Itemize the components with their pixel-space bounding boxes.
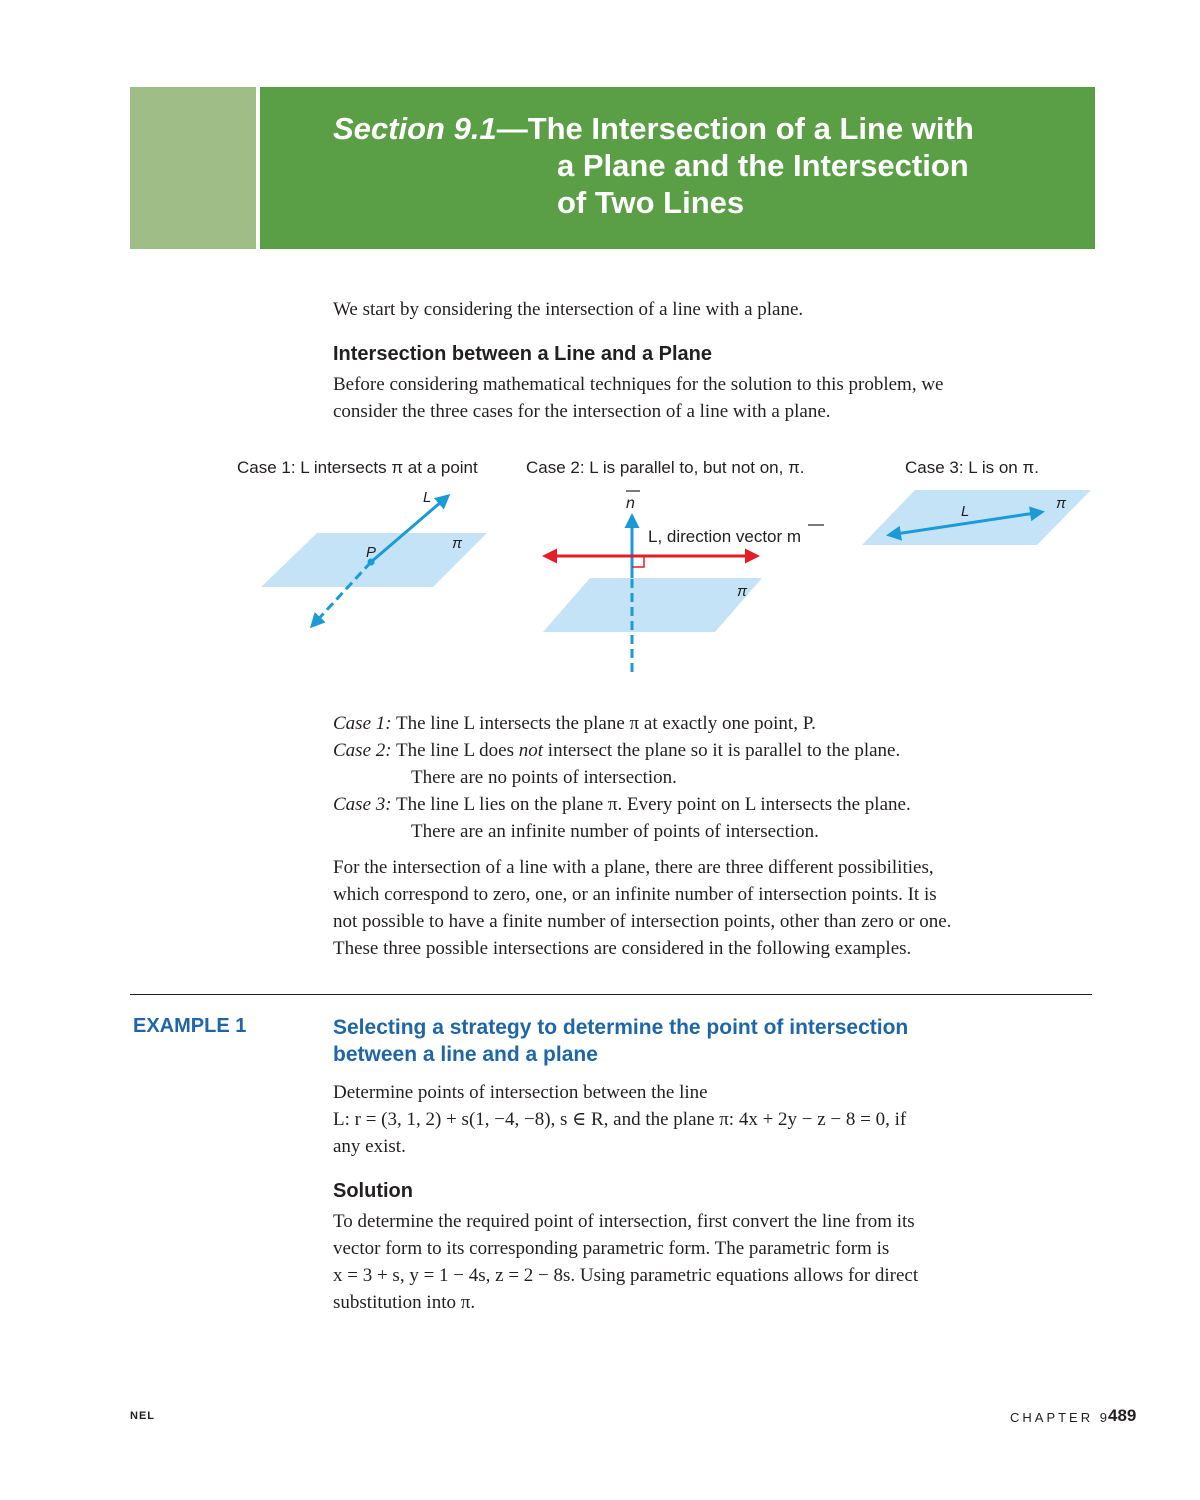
- case2-caption: Case 2: L is parallel to, but not on, π.: [526, 458, 805, 477]
- solution-line2: vector form to its corresponding parametric form. The parametric form is: [333, 1238, 890, 1259]
- case2-not: not: [518, 740, 544, 761]
- case3-continuation: There are an infinite number of points of intersection.: [411, 821, 819, 842]
- solution-heading: Solution: [333, 1180, 413, 1202]
- case2-label-n: n: [626, 495, 635, 512]
- example-title-line2: between a line and a plane: [333, 1043, 598, 1066]
- case-figures: [0, 0, 1200, 700]
- case1-label-l: L: [423, 489, 432, 506]
- case1-caption: Case 1: L intersects π at a point: [237, 458, 478, 477]
- footer-chapter: CHAPTER 9: [1010, 1410, 1110, 1425]
- case1-label-p: P: [366, 544, 377, 561]
- section-label: Section 9.1: [333, 111, 497, 146]
- case1-text: The line L intersects the plane π at exactly one point, P.: [396, 713, 816, 734]
- case3-text: The line L lies on the plane π. Every point on L intersects the plane.: [396, 794, 911, 815]
- case1-label-pi: π: [452, 535, 463, 552]
- summary-line3: not possible to have a finite number of intersection points, other than zero or one.: [333, 911, 952, 932]
- case2-label-direction: L, direction vector m: [648, 527, 802, 546]
- footer-publisher: NEL: [130, 1410, 155, 1422]
- case3-label-l: L: [961, 503, 970, 520]
- case1-label: Case 1:: [333, 713, 392, 734]
- case2-continuation: There are no points of intersection.: [411, 767, 677, 788]
- example-task-line2: L: r = (3, 1, 2) + s(1, −4, −8), s ∈ R, and the plane π: 4x + 2y − z − 8 = 0, if: [333, 1109, 907, 1130]
- solution-line1: To determine the required point of intersection, first convert the line from its: [333, 1211, 915, 1232]
- case2-text-b: intersect the plane so it is parallel to the plane.: [543, 740, 901, 761]
- case3-description: [333, 794, 911, 816]
- page-number: 489: [1108, 1406, 1137, 1425]
- subsection-heading: Intersection between a Line and a Plane: [333, 343, 712, 365]
- case2-plane: [543, 578, 762, 632]
- example-task-line1: Determine points of intersection between the line: [333, 1082, 708, 1103]
- summary-line4: These three possible intersections are considered in the following examples.: [333, 938, 912, 959]
- case2-description: [333, 740, 900, 762]
- intro-paragraph: We start by considering the intersection of a line with a plane.: [333, 299, 804, 320]
- case3-caption: Case 3: L is on π.: [905, 458, 1039, 477]
- summary-line1: For the intersection of a line with a plane, there are three different possibilities,: [333, 857, 934, 878]
- section-divider: [130, 994, 1092, 995]
- subsection-text-line1: Before considering mathematical techniques for the solution to this problem, we: [333, 374, 944, 395]
- subsection-text-line2: consider the three cases for the intersection of a line with a plane.: [333, 401, 831, 422]
- solution-line3: x = 3 + s, y = 1 − 4s, z = 2 − 8s. Using parametric equations allows for direct: [333, 1265, 919, 1286]
- example-task-line3: any exist.: [333, 1136, 406, 1157]
- example-label: EXAMPLE 1: [133, 1015, 247, 1037]
- solution-line4: substitution into π.: [333, 1292, 476, 1313]
- section-title-line1: —The Intersection of a Line with: [496, 111, 974, 146]
- case1-description: [333, 713, 816, 735]
- case3-label-pi: π: [1056, 495, 1067, 512]
- case3-label: Case 3:: [333, 794, 392, 815]
- summary-line2: which correspond to zero, one, or an infinite number of intersection points. It is: [333, 884, 937, 905]
- example-title-line1: Selecting a strategy to determine the point of intersection: [333, 1016, 909, 1039]
- section-title-line2: a Plane and the Intersection: [557, 148, 969, 183]
- case2-right-angle: [632, 556, 644, 567]
- section-title-line3: of Two Lines: [557, 185, 745, 220]
- case2-label-pi: π: [737, 583, 748, 600]
- case2-text-a: The line L does: [396, 740, 519, 761]
- case2-label: Case 2:: [333, 740, 392, 761]
